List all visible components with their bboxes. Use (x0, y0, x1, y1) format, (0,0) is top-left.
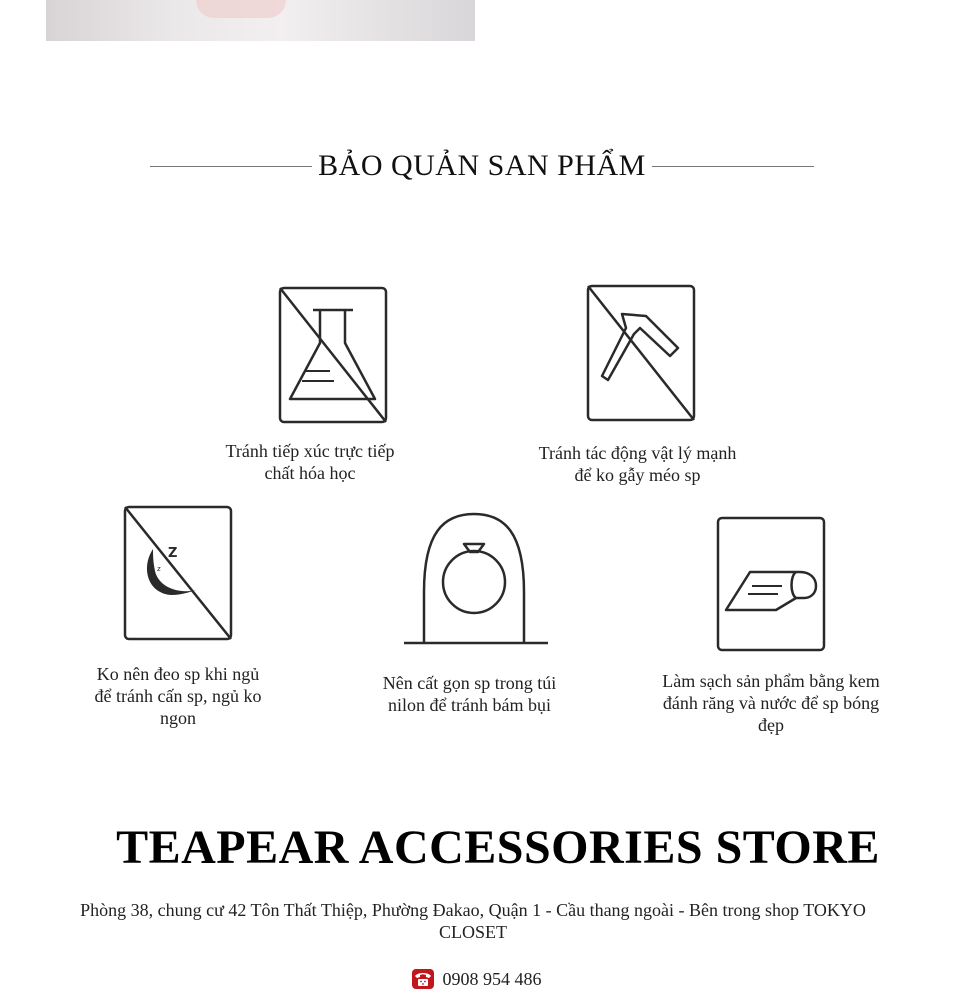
heading-rule-left (150, 166, 312, 167)
svg-text:z: z (157, 565, 161, 573)
cleaning-paste-icon (716, 514, 826, 654)
store-phone[interactable]: 0908 954 486 (442, 968, 542, 989)
no-sleep-moon-icon (123, 505, 233, 645)
care-text-clean: Làm sạch sản phẩm bằng kem đánh răng và nước để sp bóng đẹp (662, 671, 880, 735)
section-title: BẢO QUẢN SAN PHẨM (318, 149, 646, 182)
care-text-physical: Tránh tác động vật lý mạnh để ko gẫy méo sp (538, 443, 737, 485)
section-heading (150, 146, 814, 186)
store-phone-row[interactable] (0, 968, 952, 990)
product-photo (46, 0, 475, 41)
telephone-icon (411, 968, 435, 990)
store-name: TEAPEAR ACCESSORIES STORE (116, 821, 880, 874)
care-text-bag: Nên cất gọn sp trong túi nilon để tránh bám bụi (382, 673, 557, 715)
heading-rule-right (652, 166, 814, 167)
store-address: Phòng 38, chung cư 42 Tôn Thất Thiệp, Phường Đakao, Quận 1 - Cầu thang ngoài - Bên trong shop TOKYO CLOSET (80, 900, 866, 942)
no-hammer-icon (586, 284, 696, 424)
care-text-sleep: Ko nên đeo sp khi ngủ để tránh cấn sp, ngủ ko ngon (94, 664, 262, 728)
svg-text:Z: Z (168, 546, 178, 561)
ring-bag-icon (402, 512, 550, 648)
no-chemical-flask-icon (278, 285, 388, 425)
care-text-chemical: Tránh tiếp xúc trực tiếp chất hóa học (225, 441, 395, 483)
